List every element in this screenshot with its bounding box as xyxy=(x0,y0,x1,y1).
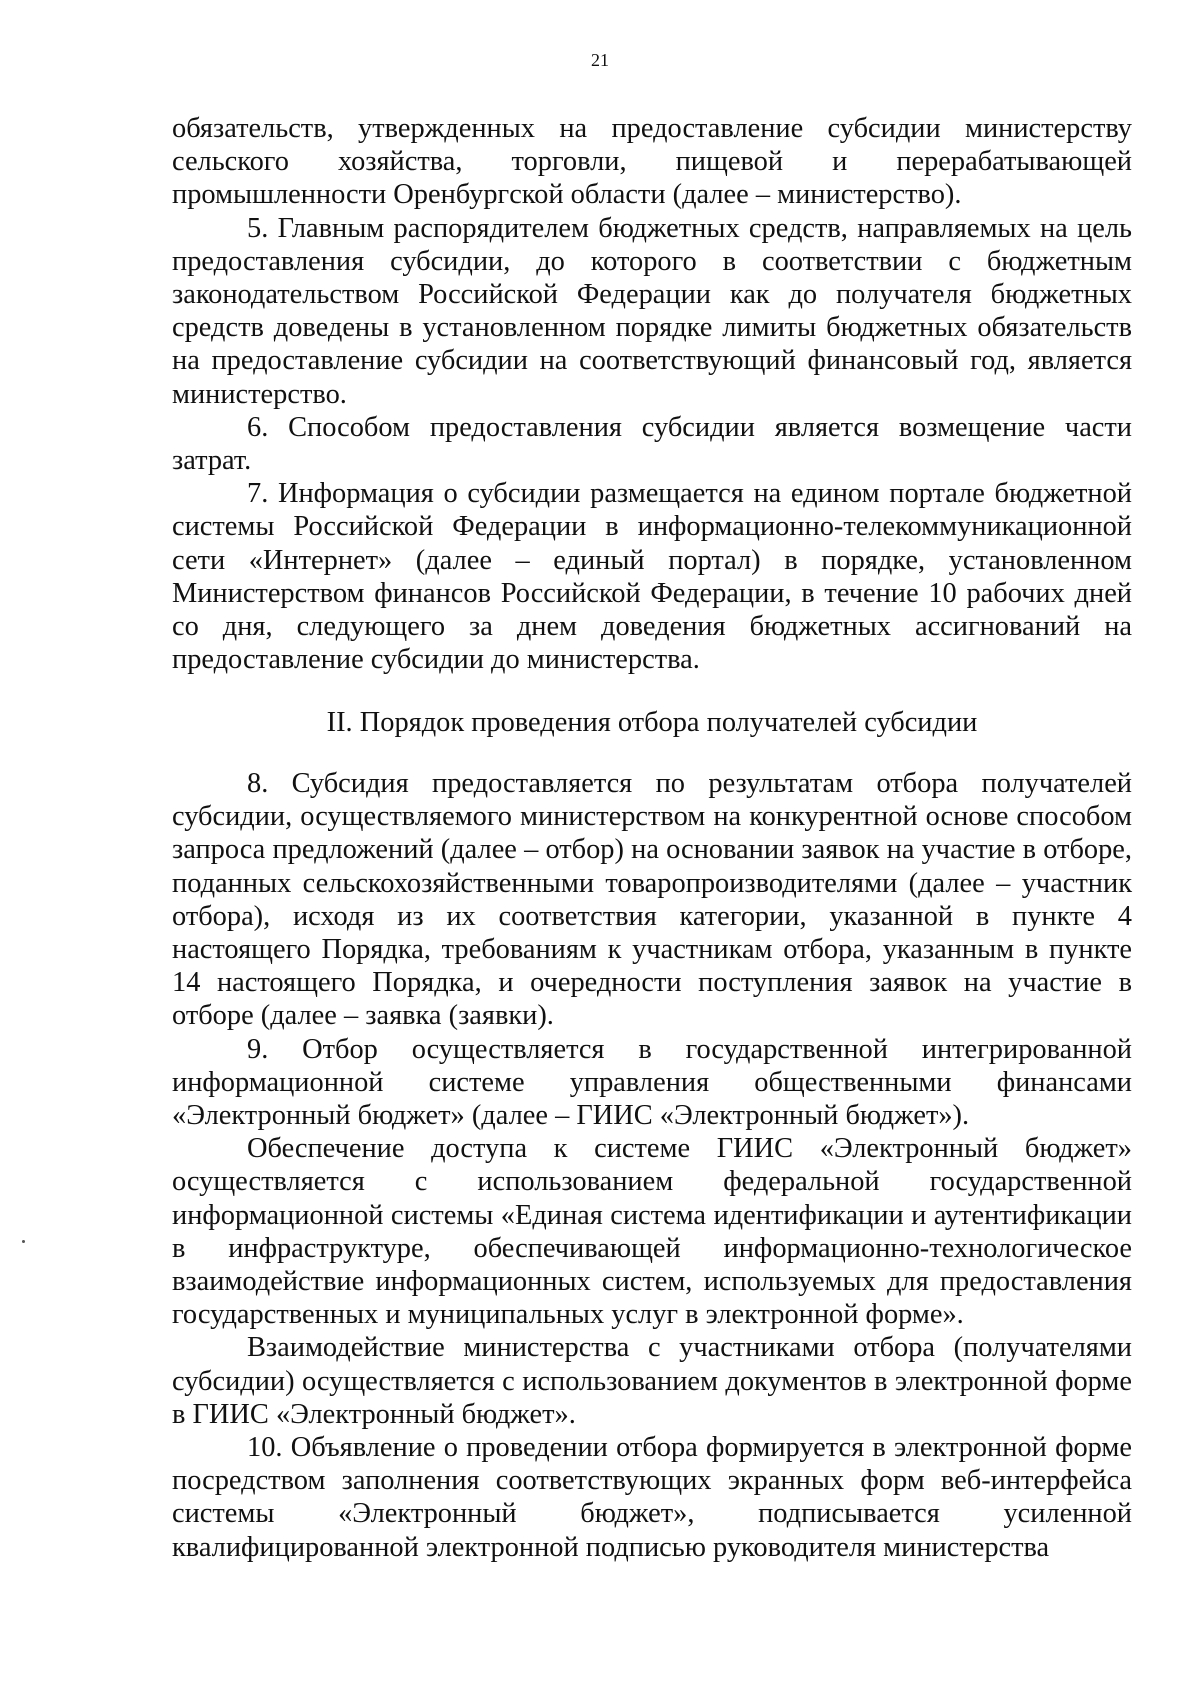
paragraph-9: 9. Отбор осуществляется в государственной интегрированной информационной системе управления общественными финансами «Электронный бюджет» (далее – ГИИС «Электронный бюджет»). xyxy=(172,1033,1132,1132)
section-heading: II. Порядок проведения отбора получателей субсидии xyxy=(326,707,978,738)
scan-speck xyxy=(22,1240,25,1243)
paragraph-5: 5. Главным распорядителем бюджетных средств, направляемых на цель предоставления субсидии, до которого в соответствии с бюджетным законодательством Российской Федерации как до получателя бюджетных средств доведены в установленном порядке лимиты бюджетных обязательств на предоставление субсидии на соответствующий финансовый год, является министерство. xyxy=(172,212,1132,410)
text-block-before-heading xyxy=(172,112,1132,676)
paragraph-6: 6. Способом предоставления субсидии является возмещение части затрат. xyxy=(172,411,1132,477)
paragraph-9-access: Обеспечение доступа к системе ГИИС «Электронный бюджет» осуществляется с использованием федеральной государственной информационной системы «Единая система идентификации и аутентификации в инфраструктуре, обеспечивающей информационно-технологическое взаимодействие информационных систем, используемых для предоставления государственных и муниципальных услуг в электронной форме». xyxy=(172,1133,1132,1331)
paragraph-continuation: обязательств, утвержденных на предоставление субсидии министерству сельского хозяйства, торговли, пищевой и перерабатывающей промышленности Оренбургской области (далее – министерство). xyxy=(172,113,1132,211)
paragraph-8: 8. Субсидия предоставляется по результатам отбора получателей субсидии, осуществляемого министерством на конкурентной основе способом запроса предложений (далее – отбор) на основании заявок на участие в отборе, поданных сельскохозяйственными товаропроизводителями (далее – участник отбора), исходя из их соответствия категории, указанной в пункте 4 настоящего Порядка, требованиям к участникам отбора, указанным в пункте 14 настоящего Порядка, и очередности поступления заявок на участие в отборе (далее – заявка (заявки). xyxy=(172,768,1132,1032)
text-block-after-heading xyxy=(172,767,1132,1564)
paragraph-10: 10. Объявление о проведении отбора формируется в электронной форме посредством заполнения соответствующих экранных форм веб-интерфейса системы «Электронный бюджет», подписывается усиленной квалифицированной электронной подписью руководителя министерства xyxy=(172,1432,1132,1563)
page-number: 21 xyxy=(591,50,609,70)
paragraph-9-interaction: Взаимодействие министерства с участниками отбора (получателями субсидии) осуществляется с использованием документов в электронной форме в ГИИС «Электронный бюджет». xyxy=(172,1332,1132,1430)
paragraph-7: 7. Информация о субсидии размещается на едином портале бюджетной системы Российской Федерации в информационно-телекоммуникационной сети «Интернет» (далее – единый портал) в порядке, установленном Министерством финансов Российской Федерации, в течение 10 рабочих дней со дня, следующего за днем доведения бюджетных ассигнований на предоставление субсидии до министерства. xyxy=(172,478,1132,676)
